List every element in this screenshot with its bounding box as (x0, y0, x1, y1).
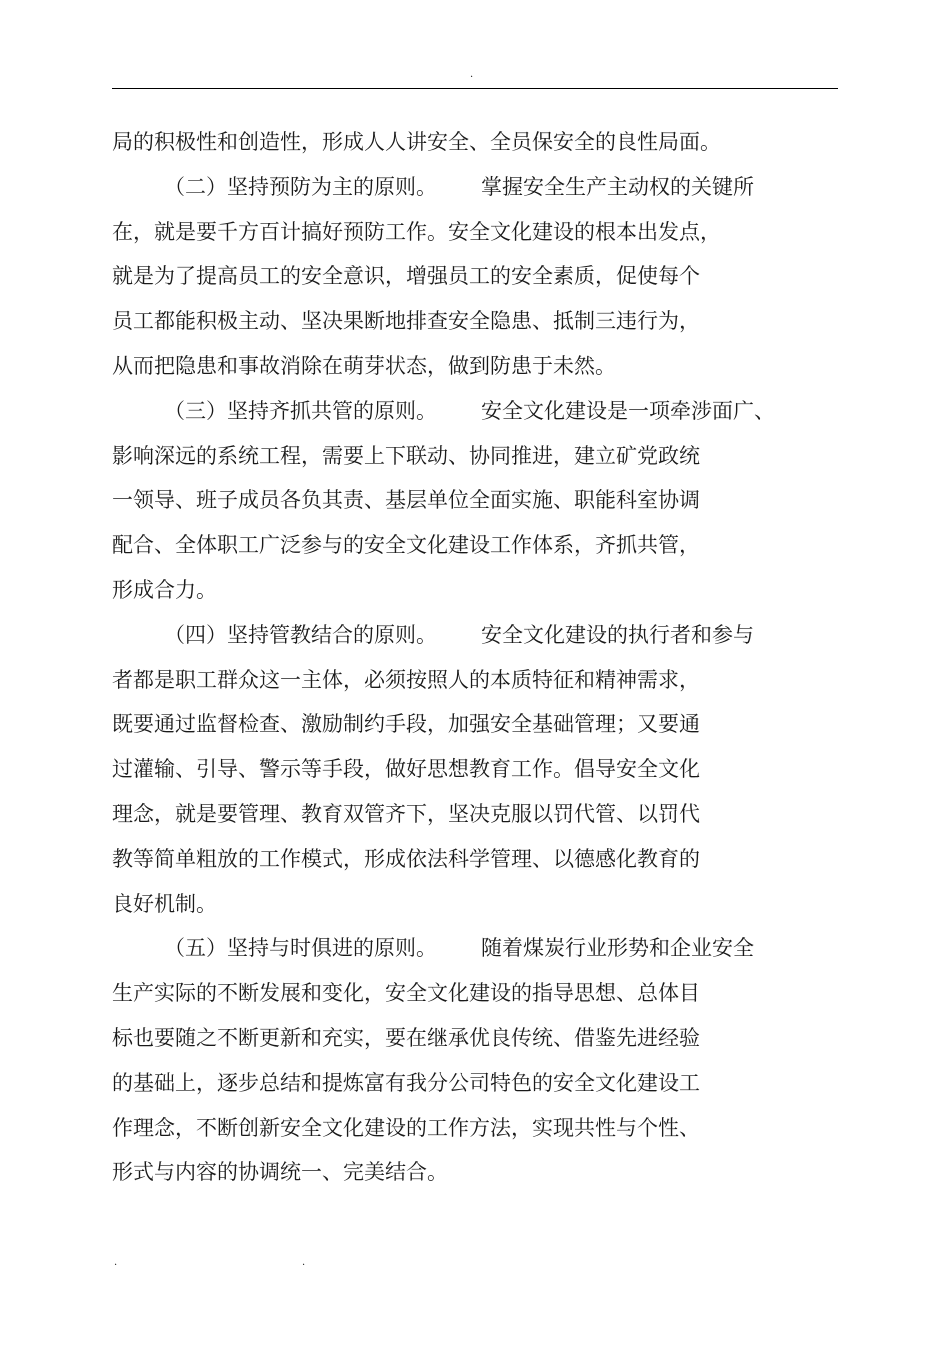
text-line: 过灌输、引导、警示等手段，做好思想教育工作。倡导安全文化 (112, 757, 700, 782)
text-line: 理念，就是要管理、教育双管齐下，坚决克服以罚代管、以罚代 (112, 801, 700, 826)
paragraph-joint-management-principle (112, 389, 812, 613)
footer-mark-right: . (302, 1257, 306, 1268)
paragraph-heading: （三）坚持齐抓共管的原则。 (164, 398, 437, 423)
header-divider (112, 88, 838, 89)
paragraph-continuation (112, 120, 812, 165)
text-line: 员工都能积极主动、坚决果断地排查安全隐患、抵制三违行为， (112, 309, 700, 334)
text-line: 形成合力。 (112, 577, 217, 602)
text-line: 一领导、班子成员各负其责、基层单位全面实施、职能科室协调 (112, 488, 700, 513)
paragraph-keep-pace-principle (112, 926, 812, 1195)
text-line: 教等简单粗放的工作模式，形成依法科学管理、以德感化教育的 (112, 846, 700, 871)
footer-mark-left: . (114, 1257, 118, 1268)
text-line: 从而把隐患和事故消除在萌芽状态，做到防患于未然。 (112, 353, 616, 378)
paragraph-lead-text: 安全文化建设的执行者和参与 (481, 622, 754, 647)
paragraph-first-line (112, 613, 812, 658)
text-line: 标也要随之不断更新和充实，要在继承优良传统、借鉴先进经验 (112, 1025, 700, 1050)
text-line: 的基础上，逐步总结和提炼富有我分公司特色的安全文化建设工 (112, 1070, 700, 1095)
text-line: 影响深远的系统工程，需要上下联动、协同推进，建立矿党政统 (112, 443, 700, 468)
paragraph-first-line (112, 165, 812, 210)
paragraph-prevention-principle (112, 165, 812, 389)
paragraph-first-line (112, 926, 812, 971)
document-body (112, 120, 812, 1195)
paragraph-lead-text: 随着煤炭行业形势和企业安全 (481, 936, 754, 961)
paragraph-management-education-principle (112, 613, 812, 927)
text-line: 形式与内容的协调统一、完美结合。 (112, 1160, 448, 1185)
text-line: 者都是职工群众这一主体，必须按照人的本质特征和精神需求， (112, 667, 700, 692)
header-mark: . (470, 69, 474, 80)
text-line: 局的积极性和创造性，形成人人讲安全、全员保安全的良性局面。 (112, 130, 721, 154)
text-line: 良好机制。 (112, 891, 217, 916)
paragraph-lead-text: 安全文化建设是一项牵涉面广、 (481, 398, 775, 423)
paragraph-heading: （五）坚持与时俱进的原则。 (164, 936, 437, 961)
paragraph-first-line (112, 389, 812, 434)
text-line: 生产实际的不断发展和变化，安全文化建设的指导思想、总体目 (112, 981, 700, 1006)
paragraph-heading: （二）坚持预防为主的原则。 (164, 174, 437, 199)
paragraph-lead-text: 掌握安全生产主动权的关键所 (481, 174, 754, 199)
text-line: 在，就是要千方百计搞好预防工作。安全文化建设的根本出发点， (112, 219, 721, 244)
text-line: 就是为了提高员工的安全意识，增强员工的安全素质，促使每个 (112, 264, 700, 289)
text-line: 配合、全体职工广泛参与的安全文化建设工作体系，齐抓共管， (112, 533, 700, 558)
text-line: 既要通过监督检查、激励制约手段，加强安全基础管理；又要通 (112, 712, 700, 737)
paragraph-heading: （四）坚持管教结合的原则。 (164, 622, 437, 647)
text-line: 作理念，不断创新安全文化建设的工作方法，实现共性与个性、 (112, 1115, 700, 1140)
